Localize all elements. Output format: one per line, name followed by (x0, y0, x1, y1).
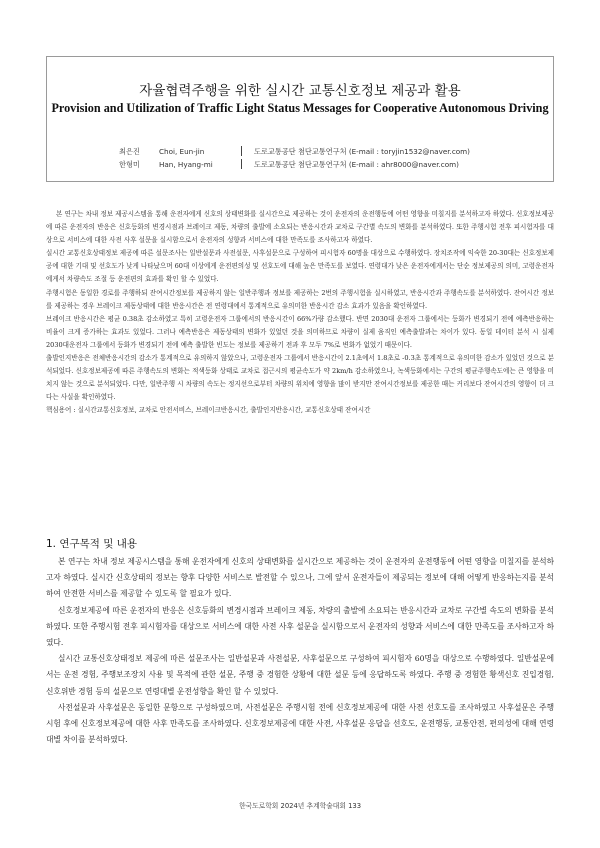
body-paragraph: 실시간 교통신호상태정보 제공에 따른 설문조사는 일반설문과 사전설문, 사후설문으로 구성하여 피시험자 60명을 대상으로 수행하였다. 일반설문에서는 운전 경험, 주행보조장치 사용 및 목적에 관한 설문, 주행 중 경험한 상황에 대한 설문 등에 응답하도록 하였다. 주행 중 경험한 황색신호 진입경험, 신호위반 경험 등의 설문으로 연령대별 운전성향을 확인 할 수 있었다. (46, 654, 554, 696)
title-box (46, 56, 554, 182)
abstract-paragraph: 본 연구는 차내 정보 제공시스템을 통해 운전자에게 신호의 상태변화를 실시간으로 제공하는 것이 운전자의 운전행동에 어떤 영향을 미칠지를 분석하고자 하였다. 신호정보제공에 따른 운전자의 반응은 신호등화의 변경시점과 브레이크 제동, 차량의 출발에 소요되는 반응시간과 교차로 구간별 속도의 변화를 분석하였다. 또한 주행시험 전후 피시험자를 대상으로 서비스에 대한 사전 사후 설문을 실시함으로서 운전자의 성향과 서비스에 대한 만족도를 조사하고자 하였다. (46, 210, 554, 245)
title-korean: 자율협력주행을 위한 실시간 교통신호정보 제공과 활용 (139, 83, 461, 99)
author-name-english: Han, Hyang-mi (159, 160, 213, 169)
author-affiliation: 도로교통공단 첨단교통연구처 (E-mail : toryjin1532@naver.com) (254, 147, 470, 156)
author-row (119, 158, 470, 171)
abstract-paragraph: 출발인지반응은 전체반응시간의 감소가 통계적으로 유의하지 않았으나, 고령운전자 그룹에서 반응시간이 2.1초에서 1.8초로 -0.3초 통계적으로 유의미한 감소가 있었던 것으로 분석되었다. 신호정보제공에 따른 주행속도의 변화는 적색등화 상태로 교차로 접근시의 평균속도가 약 2km/h 감소하였으나, 녹색등화에서는 구간의 평균주행속도에는 큰 영향을 미치지 않는 것으로 분석되었다. 다만, 일반주행 시 차량의 속도는 정지선으로부터 차량의 위치에 영향을 많이 받지만 잔여시간정보를 제공한 때는 커리보다 잔여시간의 영향이 더 크다는 사실을 확인하였다. (46, 354, 554, 402)
section-body (46, 554, 554, 748)
abstract-paragraph: 실시간 교통신호상태정보 제공에 따른 설문조사는 일반설문과 사전설문, 사후설문으로 구성하여 피시험자 60명을 대상으로 수행하였다. 장치조작에 익숙한 20-30대는 신호정보제공에 대한 기대 및 선호도가 낮게 나타났으며 60대 이상에게 운전편의성 및 선호도에 대해 높은 만족도를 보였다. 연령대가 낮은 운전자에게서는 단순 정보제공의 의미, 고령운전자에게서 차량속도 조절 등 운전편의 효과를 확인 할 수 있었다. (46, 249, 554, 284)
abstract (46, 208, 554, 418)
section-heading: 1. 연구목적 및 내용 (46, 538, 138, 550)
author-name-korean: 한형미 (119, 160, 140, 169)
page-footer: 한국도로학회 2024년 추계학술대회 133 (238, 802, 362, 810)
body-paragraph: 신호정보제공에 따른 운전자의 반응은 신호등화의 변경시점과 브레이크 제동, 차량의 출발에 소요되는 반응시간과 교차로 구간별 속도의 변화를 분석하였다. 또한 주행시험 전후 피시험자를 대상으로 서비스에 대한 사전 사후 설문을 실시함으로서 운전자의 성향과 서비스에 대한 만족도를 조사하고자 하였다. (46, 605, 554, 648)
body-paragraph: 본 연구는 차내 정보 제공시스템을 통해 운전자에게 신호의 상태변화를 실시간으로 제공하는 것이 운전자의 운전행동에 어떤 영향을 미칠지를 분석하고자 하였다. 실시간 신호상태의 정보는 향후 다양한 서비스로 발전할 수 있으나, 그에 앞서 운전자들이 제공되는 정보에 대해 어떻게 반응하는지를 분석하여 안전한 서비스를 제공할 수 있도록 할 필요가 있다. (46, 557, 554, 599)
author-separator (241, 146, 254, 156)
body-paragraph: 사전설문과 사후설문은 동일한 문항으로 구성하였으며, 사전설문은 주행시험 전에 신호정보제공에 대한 사전 선호도를 조사하였고 사후설문은 주행시험 후에 신호정보제공에 대한 사후 만족도를 조사하였다. 신호정보제공에 대한 사전, 사후설문 응답을 선호도, 운전행동, 교통안전, 편의성에 대해 연령대별 차이를 분석하였다. (46, 702, 554, 745)
keywords: 핵심용어 : 실시간교통신호정보, 교차로 안전서비스, 브레이크반응시간, 출발인지반응시간, 교통신호상태 잔여시간 (46, 406, 371, 415)
author-list (119, 145, 470, 171)
abstract-paragraph: 주행시험은 동일한 경로를 주행하되 잔여시간정보를 제공하지 않는 일반주행과 정보를 제공하는 2번의 주행시험을 실시하였고, 반응시간과 주행속도를 분석하였다. 잔여시간 정보를 제공하는 경우 브레이크 제동상태에 대한 반응시간은 전 연령대에서 통계적으로 유의미한 반응시간 감소 효과가 있음을 확인하였다. (46, 288, 554, 310)
author-affiliation: 도로교통공단 첨단교통연구처 (E-mail : ahr8000@naver.com) (254, 160, 459, 169)
title-english: Provision and Utilization of Traffic Light Status Messages for Cooperative Autonomous Driving (51, 101, 549, 115)
author-row (119, 145, 470, 158)
author-name-korean: 최은진 (119, 147, 140, 156)
author-separator (241, 159, 254, 169)
abstract-paragraph: 브레이크 반응시간은 평균 0.38초 감소하였고 특히 고령운전자 그룹에서의 반응시간이 66%가량 감소했다. 반면 2030대 운전자 그룹에서는 등화가 변경되기 전에 예측반응하는 비율이 크게 증가하는 효과도 있었다. 그러나 예측반응은 제동상태의 변화가 있었던 것을 의미하므로 차량이 실제 움직인 예측출발과는 차이가 있다. 동일 데이터 분석 시 실제 2030대운전자 그룹에서 등화가 변경되기 전에 예측 출발한 빈도는 정보를 제공하기 전과 후 모두 7%로 변화가 없었기 때문이다. (46, 314, 554, 349)
author-name-english: Choi, Eun-jin (159, 147, 205, 156)
